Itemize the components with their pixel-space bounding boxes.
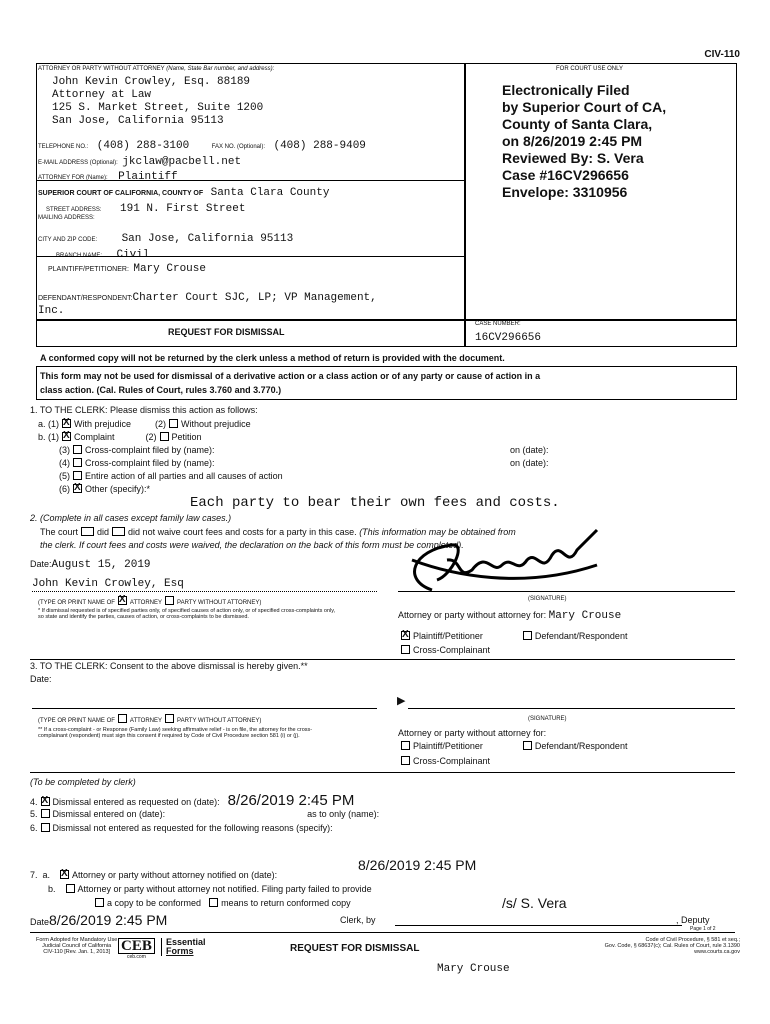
fee-waiver-row: The court did did not waive court fees and costs for a party in this case. (This information may be obtained from xyxy=(40,527,516,537)
deputy-label: , Deputy xyxy=(676,915,710,925)
attorney-for-row-3: Attorney or party without attorney for: xyxy=(398,728,547,738)
telephone-value: (408) 288-3100 xyxy=(96,140,190,152)
signature-label: (SIGNATURE) xyxy=(528,596,567,602)
dismissal-entered-checkbox[interactable] xyxy=(41,797,50,806)
notice-return: A conformed copy will not be returned by the clerk unless a method of return is provided with the document. xyxy=(40,353,505,363)
notified-checkbox[interactable] xyxy=(60,870,69,879)
fax-value: (408) 288-9409 xyxy=(273,140,366,152)
with-prejudice-checkbox[interactable] xyxy=(62,419,71,428)
dismissal-entered-on-checkbox[interactable] xyxy=(41,809,50,818)
section3-date: Date: xyxy=(30,674,52,684)
type-print-row: (TYPE OR PRINT NAME OFX ATTORNEY PARTY WITHOUT ATTORNEY) xyxy=(38,596,261,606)
court-use-label: FOR COURT USE ONLY xyxy=(556,66,624,72)
attorney-signature xyxy=(392,520,642,610)
party-type-checkbox[interactable] xyxy=(165,596,174,605)
divider xyxy=(30,932,735,933)
section1-heading: 1. TO THE CLERK: Please dismiss this action as follows: xyxy=(30,405,258,415)
form-id: CIV-110 xyxy=(704,49,740,60)
notice-class-action: This form may not be used for dismissal of a derivative action or a class action or of any party or cause of action in a xyxy=(40,371,541,381)
e-filed-stamp: Electronically Filed by Superior Court of CA, County of Santa Clara, on 8/26/2019 2:45 PM Reviewed By: S. Vera Case #16CV296656 Envelope: 3310956 xyxy=(502,82,667,200)
footer-right: Code of Civil Procedure, § 581 et seq.; Gov. Code, § 68637(c); Cal. Rules of Court, rule 3.1390 www.courts.ca.gov xyxy=(604,937,740,955)
row-1a: a. (1)X With prejudice (2) Without prejudice xyxy=(38,419,251,429)
fee-waiver-line2: the clerk. If court fees and costs were waived, the declaration on the back of this form must be completed). xyxy=(40,540,464,550)
party-role-row: XPlaintiff/Petitioner Defendant/Respondent xyxy=(398,631,627,641)
cross-complainant-row: Cross-Complainant xyxy=(398,645,490,655)
mailing-label: MAILING ADDRESS: xyxy=(38,215,95,221)
form-title: REQUEST FOR DISMISSAL xyxy=(168,327,285,337)
page-number: Page 1 of 2 xyxy=(690,926,716,932)
row-1b: b. (1)X Complaint (2) Petition xyxy=(38,432,202,442)
cross-complaint-1-checkbox[interactable] xyxy=(73,445,82,454)
copy-conformed-checkbox[interactable] xyxy=(95,898,104,907)
row-1b6: (6)X Other (specify):* xyxy=(59,484,150,494)
attorney-block: John Kevin Crowley, Esq. 88189 Attorney at Law 125 S. Market Street, Suite 1200 San Jose, California 95113 xyxy=(52,76,264,127)
attorney-for-row-2: Attorney or party without attorney for: Mary Crouse xyxy=(398,610,622,622)
case-number: 16CV296656 xyxy=(475,332,542,344)
street-row: STREET ADDRESS: 191 N. First Street xyxy=(46,203,246,215)
ceb-logo: CEB ceb.com xyxy=(118,938,155,960)
section2-date-row: Date:August 15, 2019 xyxy=(30,559,151,571)
notice-rules: class action. (Cal. Rules of Court, rules 3.760 and 3.770.) xyxy=(40,385,282,395)
signature-label-3: (SIGNATURE) xyxy=(528,716,567,722)
petition-checkbox[interactable] xyxy=(160,432,169,441)
type-print-row-3: (TYPE OR PRINT NAME OF ATTORNEY PARTY WITHOUT ATTORNEY) xyxy=(38,714,261,724)
clerk-by-line xyxy=(395,925,682,926)
clerk-line-4: 4.X Dismissal entered as requested on (date): 8/26/2019 2:45 PM xyxy=(30,792,354,809)
cross-complainant-row-3: Cross-Complainant xyxy=(398,756,490,766)
dismissal-not-entered-checkbox[interactable] xyxy=(41,823,50,832)
telephone-row: TELEPHONE NO.: (408) 288-3100 FAX NO. (Optional): (408) 288-9409 xyxy=(38,140,366,152)
clerk-line-7b: b. Attorney or party without attorney not notified. Filing party failed to provide xyxy=(48,884,372,894)
entire-action-checkbox[interactable] xyxy=(73,471,82,480)
cross-complainant-checkbox-3[interactable] xyxy=(401,756,410,765)
attorney-label: ATTORNEY OR PARTY WITHOUT ATTORNEY (Name, State Bar number, and address): xyxy=(38,66,275,72)
clerk-line-6: 6. Dismissal not entered as requested for the following reasons (specify): xyxy=(30,823,333,833)
section3-heading: 3. TO THE CLERK: Consent to the above dismissal is hereby given.** xyxy=(30,661,308,671)
clerk-signature: /s/ S. Vera xyxy=(502,895,567,911)
clerk-date-row: Date8/26/2019 2:45 PM xyxy=(30,912,168,928)
name-line xyxy=(32,591,377,592)
clerk-by-label: Clerk, by xyxy=(340,915,376,925)
attorney-type-checkbox[interactable] xyxy=(118,596,127,605)
notified-date: 8/26/2019 2:45 PM xyxy=(358,857,477,873)
footer-party-name: Mary Crouse xyxy=(437,963,510,975)
city-row: CITY AND ZIP CODE: San Jose, California 95113 xyxy=(38,233,294,245)
plaintiff-checkbox-3[interactable] xyxy=(401,741,410,750)
clerk-line-5: 5. Dismissal entered on (date): as to only (name): xyxy=(30,809,380,819)
return-means-checkbox[interactable] xyxy=(209,898,218,907)
defendant-checkbox-3[interactable] xyxy=(523,741,532,750)
branch-row: BRANCH NAME: Civil xyxy=(56,249,150,261)
clerk-heading: (To be completed by clerk) xyxy=(30,777,136,787)
divider xyxy=(30,772,735,773)
not-notified-checkbox[interactable] xyxy=(66,884,75,893)
signature-arrow-icon: ▶ xyxy=(397,695,406,707)
essential-forms-logo: Essential Forms xyxy=(161,938,206,956)
party-role-row-3: Plaintiff/Petitioner Defendant/Respondent xyxy=(398,741,627,751)
cross-complaint-2-checkbox[interactable] xyxy=(73,458,82,467)
did-not-checkbox[interactable] xyxy=(112,527,125,536)
row-1b3: (3) Cross-complaint filed by (name): xyxy=(59,445,215,455)
footnote-2: ** If a cross-complaint - or Response (Family Law) seeking affirmative relief - is on file, the attorney for the cross-complainant (respondent) must sign this consent if required by Code of Civil Procedure section 581 (i) or (j). xyxy=(38,727,313,739)
section2-heading: 2. (Complete in all cases except family law cases.) xyxy=(30,513,232,523)
footer-left: Form Adopted for Mandatory Use Judicial Council of California CIV-110 [Rev. Jan. 1, 2013] xyxy=(36,937,118,955)
did-checkbox[interactable] xyxy=(81,527,94,536)
cross-complainant-checkbox[interactable] xyxy=(401,645,410,654)
on-date-2: on (date): xyxy=(510,458,549,468)
attorney-type-checkbox-3[interactable] xyxy=(118,714,127,723)
name-line-3 xyxy=(32,708,377,709)
defendant-row: DEFENDANT/RESPONDENT:Charter Court SJC, LP; VP Management, Inc. xyxy=(38,292,377,317)
email-row: E-MAIL ADDRESS (Optional): jkclaw@pacbell.net xyxy=(38,156,242,168)
without-prejudice-checkbox[interactable] xyxy=(169,419,178,428)
clerk-line-7a: 7. a.X Attorney or party without attorney notified on (date): xyxy=(30,870,277,880)
signature-line-3 xyxy=(408,708,735,709)
footnote-1: * If dismissal requested is of specified parties only, of specified causes of action only, or of specified cross-complaints only, so state and identify the parties, causes of action, or cross-complaints to be dismissed. xyxy=(38,608,336,620)
printed-name: John Kevin Crowley, Esq xyxy=(32,578,184,590)
party-type-checkbox-3[interactable] xyxy=(165,714,174,723)
plaintiff-row: PLAINTIFF/PETITIONER: Mary Crouse xyxy=(48,263,206,275)
other-specify-text: Each party to bear their own fees and costs. xyxy=(190,495,560,511)
divider xyxy=(36,180,464,181)
divider xyxy=(36,256,464,257)
row-1b4: (4) Cross-complaint filed by (name): xyxy=(59,458,215,468)
attorney-for-row: ATTORNEY FOR (Name): Plaintiff xyxy=(38,171,178,183)
row-1b5: (5) Entire action of all parties and all causes of action xyxy=(59,471,283,481)
complaint-checkbox[interactable] xyxy=(62,432,71,441)
plaintiff-checkbox[interactable] xyxy=(401,631,410,640)
case-number-label: CASE NUMBER: xyxy=(475,321,521,327)
court-row: SUPERIOR COURT OF CALIFORNIA, COUNTY OF Santa Clara County xyxy=(38,187,330,199)
defendant-checkbox[interactable] xyxy=(523,631,532,640)
divider xyxy=(30,659,735,660)
footer-title: REQUEST FOR DISMISSAL xyxy=(290,943,420,954)
on-date-1: on (date): xyxy=(510,445,549,455)
other-checkbox[interactable] xyxy=(73,484,82,493)
clerk-copy-row: a copy to be conformed means to return conformed copy xyxy=(92,898,351,908)
